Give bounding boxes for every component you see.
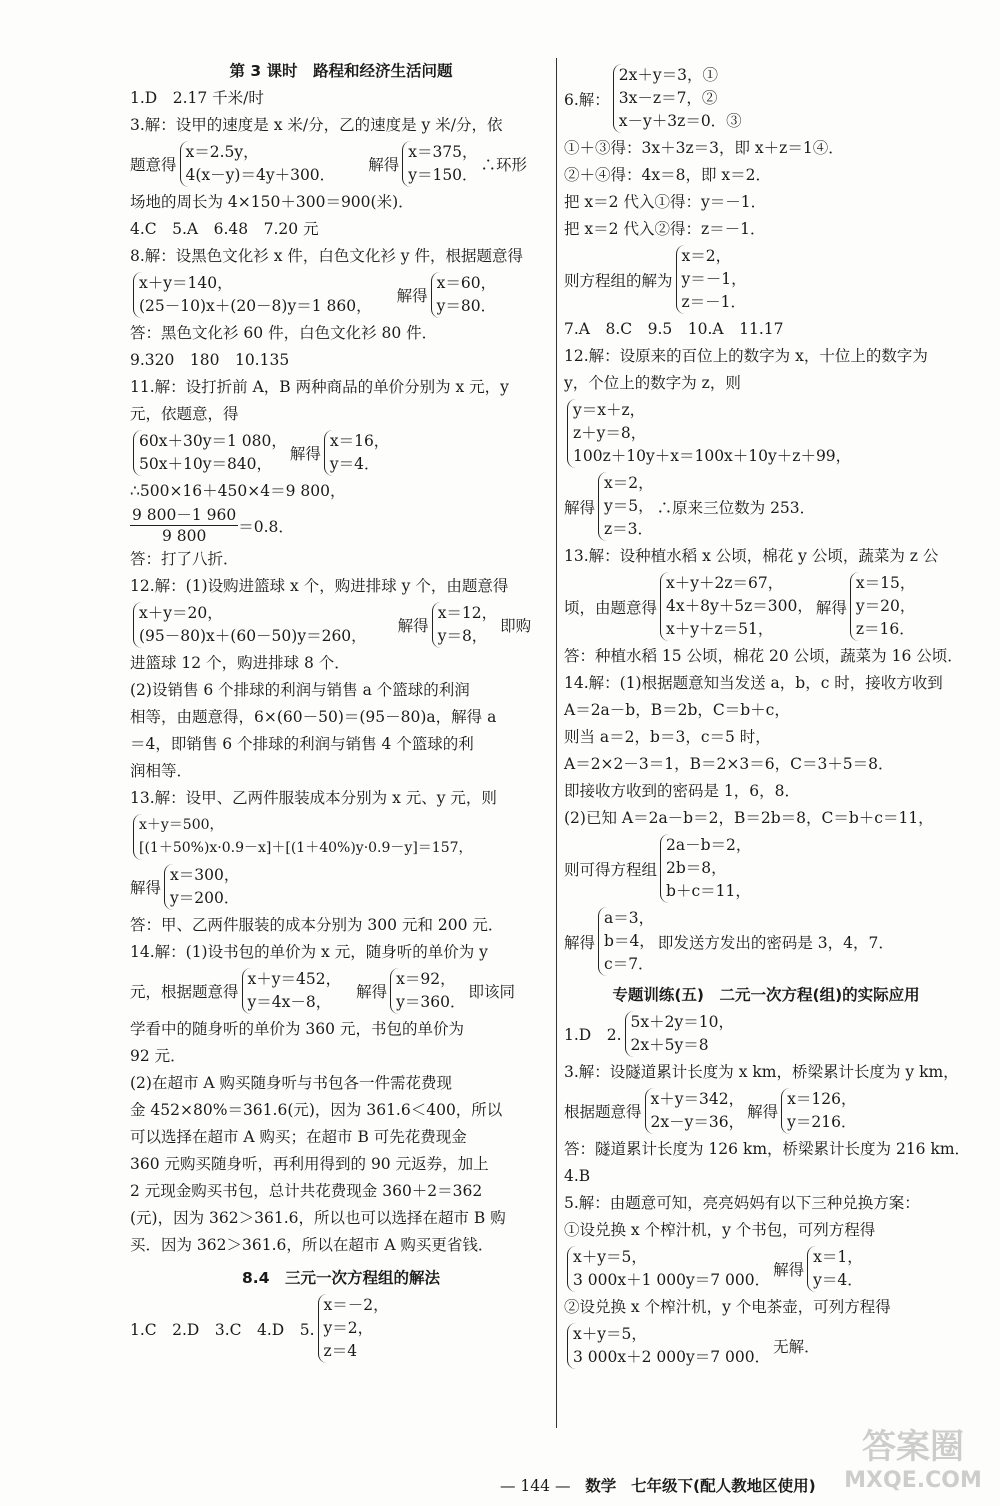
equation-system: x＝－2， y＝2， z＝4	[318, 1294, 389, 1363]
answer-line: ②＋④得：4x＝8，即 x＝2．	[564, 166, 771, 184]
equation-block: x＋y＝140， (25－10)x＋(20－8)y＝1 860， 解得 x＝60， y＝80．	[130, 270, 552, 320]
equation-system: x＝12， y＝8，	[432, 602, 497, 648]
fraction: $\frac{9 800-1 960}{9 800}$	[132, 506, 237, 545]
equation-block: 顷，由题意得 x＋y＋2z＝67， 4x＋8y＋5z＝300， x＋y＋z＝51， 解得 x＝15， y＝20， z＝16．	[564, 570, 968, 643]
equation-system: x＝16， y＝4．	[324, 430, 389, 476]
equation-system: x＝1， y＝4．	[807, 1246, 863, 1292]
answer-line: 13.解：设种植水稻 x 公顷，棉花 y 公顷，蔬菜为 z 公	[564, 547, 939, 565]
answer-line: 即接收方收到的密码是 1，6，8．	[564, 782, 801, 800]
grade-label: 七年级下(配人教地区使用)	[631, 1477, 816, 1495]
equation-block: 1.C 2.D 3.C 4.D 5. x＝－2， y＝2， z＝4	[130, 1292, 552, 1365]
equation-system: x＝375， y＝150．	[402, 141, 477, 187]
equation-block: x＋y＝5， 3 000x＋2 000y＝7 000． 无解．	[564, 1321, 968, 1371]
equation-system: x＝92， y＝360．	[390, 968, 465, 1014]
answer-line: ＝4，即销售 6 个排球的利润与销售 4 个篮球的利	[130, 735, 474, 753]
column-divider	[556, 58, 557, 1428]
equation-system: x＋y＋2z＝67， 4x＋8y＋5z＝300， x＋y＋z＝51，	[660, 572, 813, 641]
equation-block: x＋y＝20， (95－80)x＋(60－50)y＝260， 解得 x＝12， y＝8， 即购	[130, 600, 552, 650]
answer-line: 学看中的随身听的单价为 360 元，书包的单价为	[130, 1020, 464, 1038]
equation-system: x＝126， y＝216．	[781, 1088, 856, 1134]
answer-line: 答：甲、乙两件服装的成本分别为 300 元和 200 元．	[130, 916, 504, 934]
answer-line: 相等，由题意得，6×(60－50)＝(95－80)a，解得 a	[130, 708, 497, 726]
equation-block: 1.D 2. 5x＋2y＝10， 2x＋5y＝8	[564, 1009, 968, 1059]
equation-block	[564, 397, 968, 470]
equation-block: 解得 x＝2， y＝5， z＝3． ∴原来三位数为 253．	[564, 470, 968, 543]
answer-line: ∴500×16＋450×4＝9 800，	[130, 482, 346, 500]
fraction-line: $\frac{9 800-1 960}{9 800}$ ＝0.8．	[132, 506, 294, 545]
equation-block	[130, 812, 552, 862]
answer-line: 元，依题意，得	[130, 405, 239, 423]
answer-line: 买．因为 362＞361.6，所以在超市 A 购买更省钱．	[130, 1236, 494, 1254]
section-heading: 8.4 三元一次方程组的解法	[242, 1269, 440, 1287]
answer-line: (2)设销售 6 个排球的利润与销售 a 个篮球的利润	[130, 681, 470, 699]
equation-block: 60x＋30y＝1 080， 50x＋10y＝840， 解得 x＝16， y＝4．	[130, 428, 552, 478]
equation-system: x＋y＝20， (95－80)x＋(60－50)y＝260，	[133, 602, 367, 648]
answer-line: 答：隧道累计长度为 126 km，桥梁累计长度为 216 km．	[564, 1140, 971, 1158]
answer-line: 答：种植水稻 15 公顷，棉花 20 公顷，蔬菜为 16 公顷．	[564, 647, 963, 665]
answer-line: 润相等．	[130, 762, 193, 780]
equation-block: x＋y＝5， 3 000x＋1 000y＝7 000． 解得 x＝1， y＝4．	[564, 1244, 968, 1294]
equation-system: x＋y＝452， y＝4x－8，	[242, 968, 342, 1014]
page-number: — 144 —	[500, 1477, 571, 1495]
answer-line: 3.解：设隧道累计长度为 x km，桥梁累计长度为 y km，	[564, 1063, 959, 1081]
equation-block: 题意得 x＝2.5y， 4(x－y)＝4y＋300． 解得 x＝375， y＝150． ∴环形	[130, 139, 552, 189]
answer-line: 4.B	[564, 1167, 591, 1185]
section-heading: 第 3 课时 路程和经济生活问题	[229, 62, 453, 80]
equation-system: x＝15， y＝20， z＝16．	[850, 572, 915, 641]
equation-system: x＋y＝5， 3 000x＋1 000y＝7 000．	[567, 1246, 770, 1292]
equation-system: y＝x＋z， z＋y＝8， 100z＋10y＋x＝100x＋10y＋z＋99，	[567, 399, 851, 468]
answer-line: 3.解：设甲的速度是 x 米/分，乙的速度是 y 米/分，依	[130, 116, 503, 134]
left-column	[130, 58, 552, 1365]
answer-line: ①设兑换 x 个榨汁机，y 个书包，可列方程得	[564, 1221, 876, 1239]
watermark-logo: 答案圈 MXQE.COM	[844, 1427, 982, 1493]
answer-line: y，个位上的数字为 z，则	[564, 374, 741, 392]
answer-line: 12.解：设原来的百位上的数字为 x，十位上的数字为	[564, 347, 928, 365]
answer-line: (2)在超市 A 购买随身听与书包各一件需花费现	[130, 1074, 453, 1092]
answer-line: ①＋③得：3x＋3z＝3，即 x＋z＝1④．	[564, 139, 844, 157]
answer-line: 可以选择在超市 A 购买；在超市 B 可先花费现金	[130, 1128, 467, 1146]
equation-system: x＋y＝500， [(1＋50%)x·0.9－x]＋[(1＋40%)y·0.9－y]＝157，	[133, 814, 473, 860]
answer-line: 4.C 5.A 6.48 7.20 元	[130, 220, 319, 238]
answer-line: 13.解：设甲、乙两件服装成本分别为 x 元、y 元，则	[130, 789, 497, 807]
answer-line: 11.解：设打折前 A，B 两种商品的单价分别为 x 元，y	[130, 378, 509, 396]
answer-line: 5.解：由题意可知，亮亮妈妈有以下三种兑换方案：	[564, 1194, 920, 1212]
equation-system: x＝300， y＝200．	[164, 864, 239, 910]
equation-system: x＋y＝5， 3 000x＋2 000y＝7 000．	[567, 1323, 770, 1369]
answer-line: A＝2×2－3＝1，B＝2×3＝6，C＝3＋5＝8．	[564, 755, 894, 773]
page-footer	[500, 1474, 816, 1496]
equation-block: 根据题意得 x＋y＝342， 2x－y＝36， 解得 x＝126， y＝216．	[564, 1086, 968, 1136]
answer-line: 场地的周长为 4×150＋300＝900(米)．	[130, 193, 414, 211]
answer-line: 2 元现金购买书包，总计共花费现金 360＋2＝362	[130, 1182, 483, 1200]
equation-system: x＋y＝342， 2x－y＝36，	[645, 1088, 745, 1134]
equation-system: 60x＋30y＝1 080， 50x＋10y＝840，	[133, 430, 287, 476]
equation-system: a＝3， b＝4， c＝7．	[598, 907, 655, 976]
equation-block: 解得 x＝300， y＝200．	[130, 862, 552, 912]
equation-system: x＝2， y＝－1， z＝－1．	[676, 245, 747, 314]
answer-line: (元)，因为 362＞361.6，所以也可以选择在超市 B 购	[130, 1209, 506, 1227]
answer-line: 1.D 2.17 千米/时	[130, 89, 264, 107]
equation-block: 解得 a＝3， b＝4， c＝7． 即发送方发出的密码是 3，4，7．	[564, 905, 968, 978]
answer-line: 进篮球 12 个，购进排球 8 个．	[130, 654, 350, 672]
answer-line: 8.解：设黑色文化衫 x 件，白色文化衫 y 件，根据题意得	[130, 247, 523, 265]
equation-block: 则方程组的解为 x＝2， y＝－1， z＝－1．	[564, 243, 968, 316]
equation-system: 5x＋2y＝10， 2x＋5y＝8	[625, 1011, 734, 1057]
equation-block: 元，根据题意得 x＋y＝452， y＝4x－8， 解得 x＝92， y＝360． 即该同	[130, 966, 552, 1016]
answer-line: 12.解：(1)设购进篮球 x 个，购进排球 y 个，由题意得	[130, 577, 509, 595]
answer-line: ②设兑换 x 个榨汁机，y 个电茶壶，可列方程得	[564, 1298, 891, 1316]
answer-line: A＝2a－b，B＝2b，C＝b＋c，	[564, 701, 790, 719]
equation-system: x＋y＝140， (25－10)x＋(20－8)y＝1 860，	[133, 272, 372, 318]
answer-line: 把 x＝2 代入①得：y＝－1．	[564, 193, 767, 211]
answer-line: 7.A 8.C 9.5 10.A 11.17	[564, 320, 784, 338]
answer-line: (2)已知 A＝2a－b＝2，B＝2b＝8，C＝b＋c＝11，	[564, 809, 934, 827]
answer-line: 14.解：(1)根据题意知当发送 a，b，c 时，接收方收到	[564, 674, 943, 692]
equation-system: 2a－b＝2， 2b＝8， b＋c＝11，	[660, 834, 751, 903]
answer-line: 9.320 180 10.135	[130, 351, 290, 369]
equation-system: x＝60， y＝80．	[431, 272, 496, 318]
answer-line: 答：打了八折．	[130, 550, 239, 568]
answer-line: 则当 a＝2，b＝3，c＝5 时，	[564, 728, 771, 746]
equation-block: 6.解： 2x＋y＝3，① 3x－z＝7，② x－y＋3z＝0．③	[564, 62, 968, 135]
answer-line: 92 元．	[130, 1047, 186, 1065]
subject-label: 数学	[585, 1477, 617, 1495]
answer-line: 金 452×80%＝361.6(元)，因为 361.6＜400，所以	[130, 1101, 503, 1119]
equation-system: x＝2.5y， 4(x－y)＝4y＋300．	[180, 141, 336, 187]
right-column	[564, 62, 971, 1371]
answer-line: 360 元购买随身听，再利用得到的 90 元返券，加上	[130, 1155, 489, 1173]
answer-line: 14.解：(1)设书包的单价为 x 元，随身听的单价为 y	[130, 943, 488, 961]
equation-block: 则可得方程组 2a－b＝2， 2b＝8， b＋c＝11，	[564, 832, 968, 905]
equation-system: x＝2， y＝5， z＝3．	[598, 472, 654, 541]
equation-system: 2x＋y＝3，① 3x－z＝7，② x－y＋3z＝0．③	[613, 64, 742, 133]
answer-line: 答：黑色文化衫 60 件，白色文化衫 80 件．	[130, 324, 438, 342]
answer-line: 把 x＝2 代入②得：z＝－1．	[564, 220, 766, 238]
section-heading: 专题训练(五) 二元一次方程(组)的实际应用	[612, 986, 920, 1004]
